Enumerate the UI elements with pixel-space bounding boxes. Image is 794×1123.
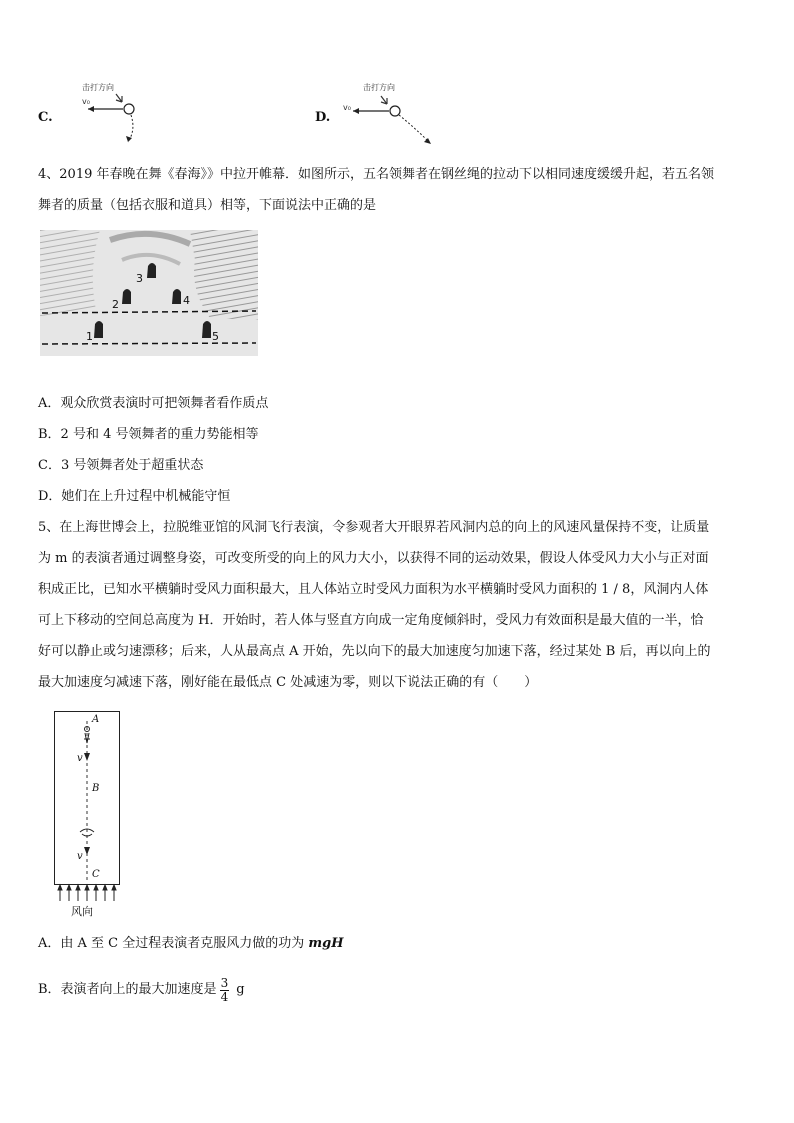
q5-stem-line-6: 最大加速度匀减速下落，刚好能在最低点 C 处减速为零，则以下说法正确的有（ ）	[38, 675, 538, 690]
q4-option-b[interactable]: B．2 号和 4 号领舞者的重力势能相等	[38, 427, 259, 442]
option-d-caption: 击打方向	[363, 83, 395, 92]
q5-stem-line-5: 好可以静止或匀速漂移；后来，人从最高点 A 开始，先以向下的最大加速度匀加速下落，经过某处 B 后，再以向上的	[38, 644, 711, 659]
dancer-label-1: 1	[86, 330, 93, 343]
q5-option-a-math: mgH	[308, 936, 344, 951]
tunnel-label-c: C	[92, 869, 100, 880]
q5-option-a-text: A．由 A 至 C 全过程表演者克服风力做的功为	[38, 936, 309, 951]
option-c-caption: 击打方向	[82, 83, 114, 92]
q4-stage-figure	[40, 230, 258, 356]
option-c-diagram	[76, 88, 186, 148]
q5-option-b-unit: g	[236, 982, 245, 997]
option-d-v0: v₀	[343, 103, 351, 112]
dancer-label-5: 5	[212, 330, 219, 343]
q4-option-c[interactable]: C．3 号领舞者处于超重状态	[38, 458, 204, 473]
q5-option-b[interactable]	[38, 972, 245, 1008]
dancer-label-4: 4	[183, 294, 190, 307]
option-d-block	[313, 78, 473, 148]
option-c-block	[36, 78, 196, 148]
option-d-label: D.	[315, 110, 331, 125]
tunnel-label-b: B	[92, 783, 100, 794]
option-c-label: C.	[38, 110, 53, 125]
q5-option-b-fraction	[220, 977, 230, 1004]
q5-option-b-numerator: 3	[220, 975, 229, 990]
tunnel-label-a: A	[92, 714, 100, 725]
tunnel-wind-label: 风向	[71, 905, 93, 918]
q5-stem-line-2: 为 m 的表演者通过调整身姿，可改变所受的向上的风力大小，以获得不同的运动效果，假设人体受风力大小与正对面	[38, 551, 709, 566]
q5-stem-line-1: 5、在上海世博会上，拉脱维亚馆的风洞飞行表演，令参观者大开眼界若风洞内总的向上的风速风量保持不变，让质量	[38, 520, 710, 535]
q4-option-a[interactable]: A．观众欣赏表演时可把领舞者看作质点	[38, 396, 269, 411]
tunnel-label-v2: v	[77, 851, 83, 862]
q4-stem-line-2: 舞者的质量（包括衣服和道具）相等，下面说法中正确的是	[38, 198, 377, 213]
q5-option-b-denominator: 4	[220, 989, 229, 1004]
q4-option-d[interactable]: D．她们在上升过程中机械能守恒	[38, 489, 231, 504]
option-d-diagram	[343, 88, 453, 148]
option-c-v0: v₀	[82, 97, 90, 106]
q5-stem-line-4: 可上下移动的空间总高度为 H．开始时，若人体与竖直方向成一定角度倾斜时，受风力有效面积是最大值的一半，恰	[38, 613, 704, 628]
dancer-label-3: 3	[136, 272, 143, 285]
q5-stem-line-3: 积成正比，已知水平横躺时受风力面积最大，且人体站立时受风力面积为水平横躺时受风力面积的 1 / 8，风洞内人体	[38, 582, 709, 597]
tunnel-label-v1: v	[77, 753, 83, 764]
q4-stem-line-1: 4、2019 年春晚在舞《春海》》中拉开帷幕．如图所示，五名领舞者在钢丝绳的拉动下以相同速度缓缓升起，若五名领	[38, 167, 714, 182]
q5-option-b-text: B．表演者向上的最大加速度是	[38, 982, 217, 997]
q5-wind-tunnel-figure	[38, 705, 136, 923]
q5-option-a[interactable]	[38, 934, 344, 954]
dancer-label-2: 2	[112, 298, 119, 311]
